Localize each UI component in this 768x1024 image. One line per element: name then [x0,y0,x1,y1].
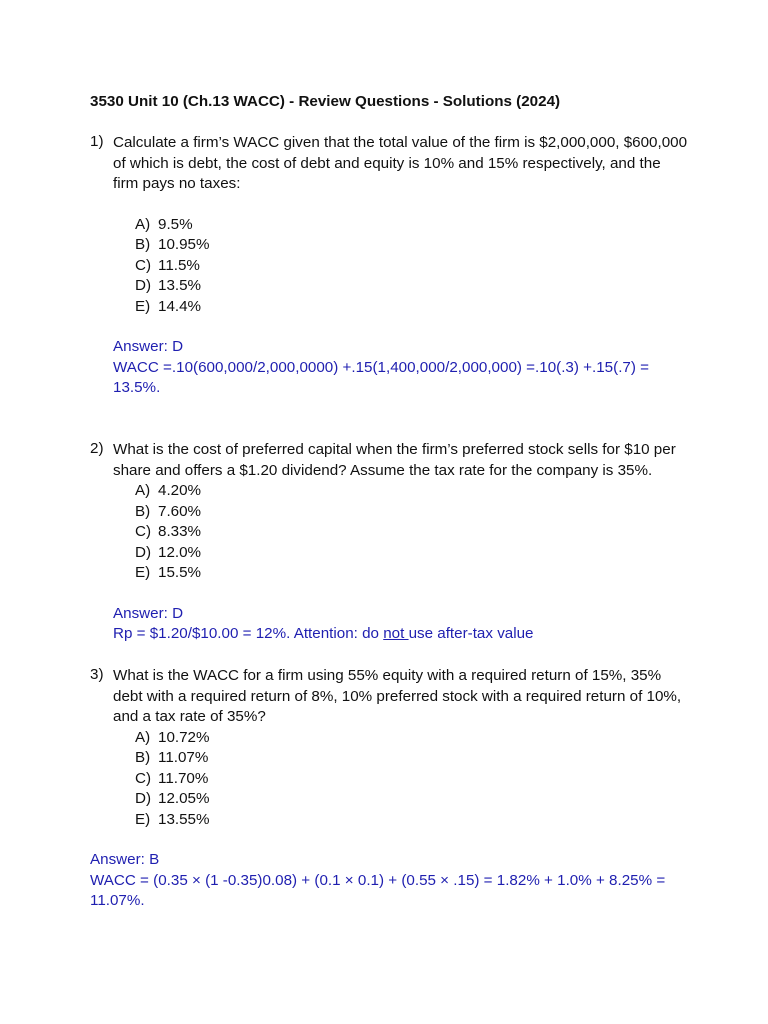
question-3 [90,666,690,912]
option-value: 12.05% [158,790,210,807]
option-a [90,728,690,749]
answer-explanation [113,624,690,645]
option-value: 15.5% [158,564,202,581]
answer-block [90,337,690,399]
option-e [90,810,690,831]
question-2 [90,440,690,645]
option-letter: E) [135,564,151,581]
question-number: 2) [90,440,104,457]
option-b [90,748,690,769]
option-value: 13.5% [158,277,202,294]
document-title: 3530 Unit 10 (Ch.13 WACC) - Review Questions - Solutions (2024) [90,93,561,110]
option-c [90,522,690,543]
explanation-text: Rp = $1.20/$10.00 = 12%. Attention: do [113,625,384,642]
option-letter: E) [135,810,151,828]
option-d [90,543,690,564]
answer-explanation: WACC = (0.35 × (1 -0.35)0.08) + (0.1 × 0.1) + (0.55 × .15) = 1.82% + 1.0% + 8.25% = 11.07%. [90,871,666,909]
option-a [90,215,690,236]
answer-label: Answer: D [113,604,184,622]
question-text: Calculate a firm’s WACC given that the total value of the firm is $2,000,000, $600,000 of which is debt, the cost of debt and equity is 10% and 15% respectively, and the firm pays no taxes: [113,134,688,192]
emphasis-text: not [383,625,409,642]
option-letter: A) [135,728,151,746]
option-value: 8.33% [158,523,202,540]
option-c [90,769,690,790]
option-e [90,563,690,584]
question-1 [90,133,690,399]
question-text: What is the WACC for a firm using 55% equity with a required return of 15%, 35% debt with a required return of 8%, 10% preferred stock with a required return of 10%, and a tax rate of 35%? [113,667,682,725]
option-letter: B) [135,236,151,253]
option-value: 4.20% [158,482,202,499]
option-value: 11.5% [158,256,200,274]
question-number: 3) [90,666,104,683]
option-letter: C) [135,523,152,540]
explanation-text: use after-tax value [408,625,534,642]
option-letter: B) [135,502,151,520]
option-letter: D) [135,790,152,807]
option-value: 9.5% [158,215,193,233]
option-value: 10.95% [158,236,210,253]
option-letter: C) [135,769,152,787]
answer-block [90,850,690,912]
option-value: 11.07% [158,749,209,766]
answer-block [90,604,690,645]
question-text: What is the cost of preferred capital when the firm’s preferred stock sells for $10 per share and offers a $1.20 dividend? Assume the tax rate for the company is 35%. [113,441,676,479]
option-letter: D) [135,277,152,294]
option-d [90,789,690,810]
option-letter: D) [135,543,152,561]
option-value: 7.60% [158,502,202,520]
option-a [90,481,690,502]
option-letter: B) [135,749,151,766]
answer-explanation: WACC =.10(600,000/2,000,0000) +.15(1,400,000/2,000,000) =.10(.3) +.15(.7) = 13.5%. [113,358,650,396]
option-e [90,297,690,318]
option-c [90,256,690,277]
option-letter: E) [135,297,151,315]
answer-label: Answer: B [90,851,160,868]
option-value: 11.70% [158,769,209,787]
answer-label: Answer: D [113,338,184,355]
option-d [90,276,690,297]
option-value: 12.0% [158,543,202,561]
question-number: 1) [90,133,104,150]
option-value: 14.4% [158,297,202,315]
option-b [90,235,690,256]
options-list [90,728,690,831]
option-b [90,502,690,523]
options-list [90,481,690,584]
option-value: 10.72% [158,728,210,746]
option-letter: A) [135,215,151,233]
option-letter: C) [135,256,152,274]
option-letter: A) [135,482,151,499]
options-list [90,215,690,318]
option-value: 13.55% [158,810,210,828]
